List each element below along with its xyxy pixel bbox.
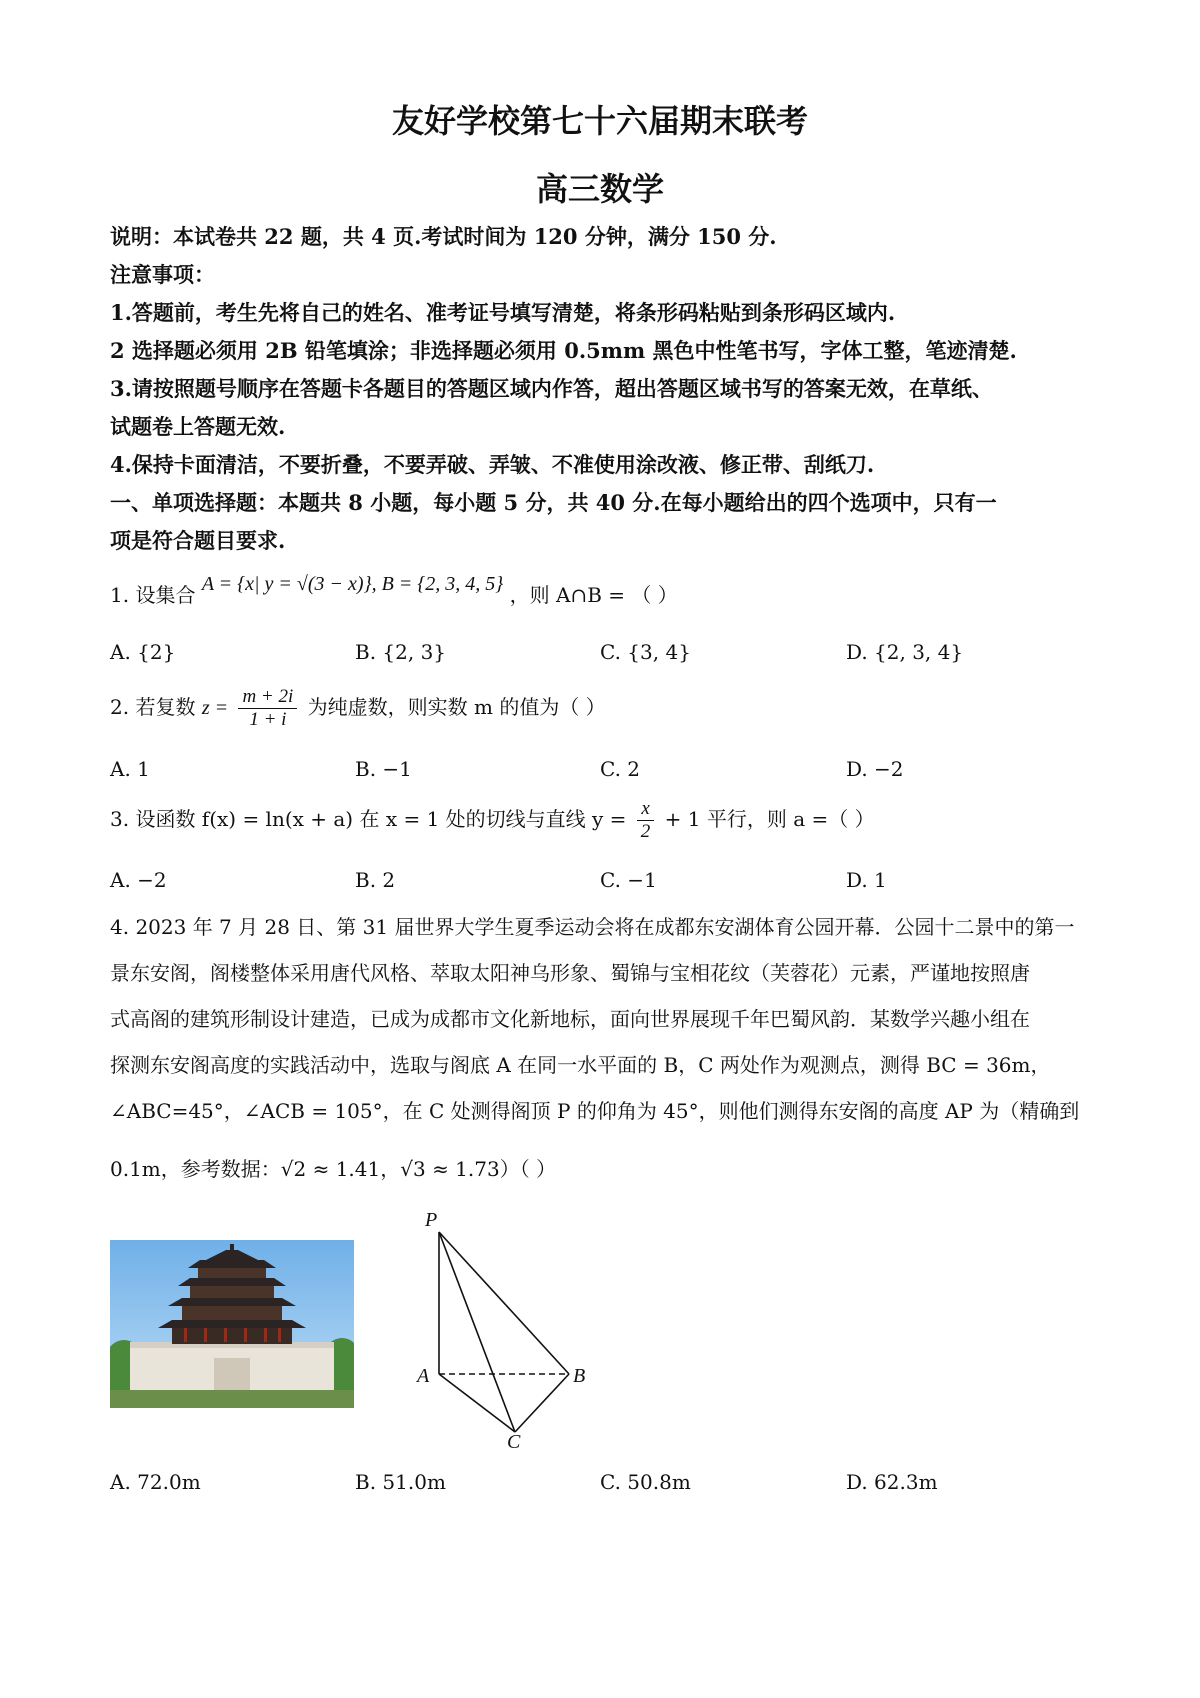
question-2-suffix: 为纯虚数，则实数 m 的值为（ ） xyxy=(307,694,606,719)
question-1-option-c: C. {3, 4} xyxy=(600,640,691,664)
question-2-z: z = xyxy=(201,696,229,719)
question-3-option-c: C. −1 xyxy=(600,868,657,892)
question-3-option-d: D. 1 xyxy=(846,868,887,892)
question-2-option-b: B. −1 xyxy=(355,757,412,781)
question-1-option-d: D. {2, 3, 4} xyxy=(846,640,964,664)
label-c: C xyxy=(507,1431,521,1450)
pavilion-photo xyxy=(110,1240,354,1408)
question-1-option-b: B. {2, 3} xyxy=(355,640,447,664)
section-heading-cont: 项是符合题目要求. xyxy=(110,528,286,553)
exam-note: 说明：本试卷共 22 题，共 4 页.考试时间为 120 分钟，满分 150 分. xyxy=(110,224,777,249)
notice-item-3: 3.请按照题号顺序在答题卡各题目的答题区域内作答，超出答题区域书写的答案无效，在草纸、 xyxy=(110,376,993,401)
notice-item-1: 1.答题前，考生先将自己的姓名、准考证号填写清楚，将条形码粘贴到条形码区域内. xyxy=(110,300,896,325)
question-2-option-d: D. −2 xyxy=(846,757,904,781)
label-a: A xyxy=(417,1365,430,1387)
question-4-line-5: ∠ABC=45°，∠ACB = 105°，在 C 处测得阁顶 P 的仰角为 45°，则他们测得东安阁的高度 AP 为（精确到 xyxy=(110,1099,1080,1123)
question-3 xyxy=(110,798,1100,843)
exam-title: 友好学校第七十六届期末联考 xyxy=(391,102,808,140)
question-2-numerator: m + 2i xyxy=(238,686,297,709)
notice-item-4: 4.保持卡面清洁，不要折叠，不要弄破、弄皱、不准使用涂改液、修正带、刮纸刀. xyxy=(110,452,875,477)
notice-item-2: 2 选择题必须用 2B 铅笔填涂；非选择题必须用 0.5mm 黑色中性笔书写，字体工整，笔迹清楚. xyxy=(110,338,1017,363)
question-4-line-6: 0.1m，参考数据：√2 ≈ 1.41，√3 ≈ 1.73）（ ） xyxy=(110,1157,557,1181)
question-1-suffix: ，则 A∩B = （ ） xyxy=(509,583,678,607)
question-1 xyxy=(110,573,1100,608)
question-2-denominator: 1 + i xyxy=(249,708,287,730)
section-heading: 一、单项选择题：本题共 8 小题，每小题 5 分，共 40 分.在每小题给出的四个选项中，只有一 xyxy=(110,490,997,515)
question-3-numerator: x xyxy=(637,798,655,821)
notice-heading: 注意事项： xyxy=(110,262,215,287)
question-4-line-1: 4. 2023 年 7 月 28 日、第 31 届世界大学生夏季运动会将在成都东安湖体育公园开幕．公园十二景中的第一 xyxy=(110,915,1075,939)
question-3-prefix: 3. 设函数 f(x) = ln(x + a) 在 x = 1 处的切线与直线 y = xyxy=(110,806,627,831)
question-2-option-a: A. 1 xyxy=(110,757,150,781)
question-1-option-a: A. {2} xyxy=(110,640,176,664)
question-4-line-4: 探测东安阁高度的实践活动中，选取与阁底 A 在同一水平面的 B，C 两处作为观测点，测得 BC = 36m， xyxy=(110,1053,1051,1077)
question-2-fraction xyxy=(238,686,297,731)
question-4-option-c: C. 50.8m xyxy=(600,1470,691,1494)
question-4-line-2: 景东安阁，阁楼整体采用唐代风格、萃取太阳神乌形象、蜀锦与宝相花纹（芙蓉花）元素，严谨地按照唐 xyxy=(110,961,1030,985)
question-3-option-a: A. −2 xyxy=(110,868,167,892)
question-1-prefix: 1. 设集合 xyxy=(110,583,196,607)
question-4-option-b: B. 51.0m xyxy=(355,1470,446,1494)
question-4-line-3: 式高阁的建筑形制设计建造，已成为成都市文化新地标，面向世界展现千年巴蜀风韵．某数学兴趣小组在 xyxy=(110,1007,1030,1031)
edge-pb xyxy=(439,1232,569,1374)
exam-subject: 高三数学 xyxy=(535,170,664,208)
label-p: P xyxy=(425,1210,438,1231)
question-1-sets: A = {x| y = √(3 − x)}, B = {2, 3, 4, 5} xyxy=(201,573,504,595)
question-3-denominator: 2 xyxy=(640,820,651,842)
question-4-option-d: D. 62.3m xyxy=(846,1470,938,1494)
tetrahedron-diagram xyxy=(415,1210,615,1454)
question-3-suffix: + 1 平行，则 a =（ ） xyxy=(664,806,875,831)
question-2 xyxy=(110,686,1100,731)
notice-item-3-cont: 试题卷上答题无效. xyxy=(110,414,286,439)
question-4-option-a: A. 72.0m xyxy=(110,1470,201,1494)
question-3-option-b: B. 2 xyxy=(355,868,396,892)
question-3-fraction xyxy=(637,798,655,843)
question-2-option-c: C. 2 xyxy=(600,757,641,781)
label-b: B xyxy=(573,1365,586,1387)
edge-bc xyxy=(515,1374,569,1432)
question-2-prefix: 2. 若复数 xyxy=(110,694,196,719)
